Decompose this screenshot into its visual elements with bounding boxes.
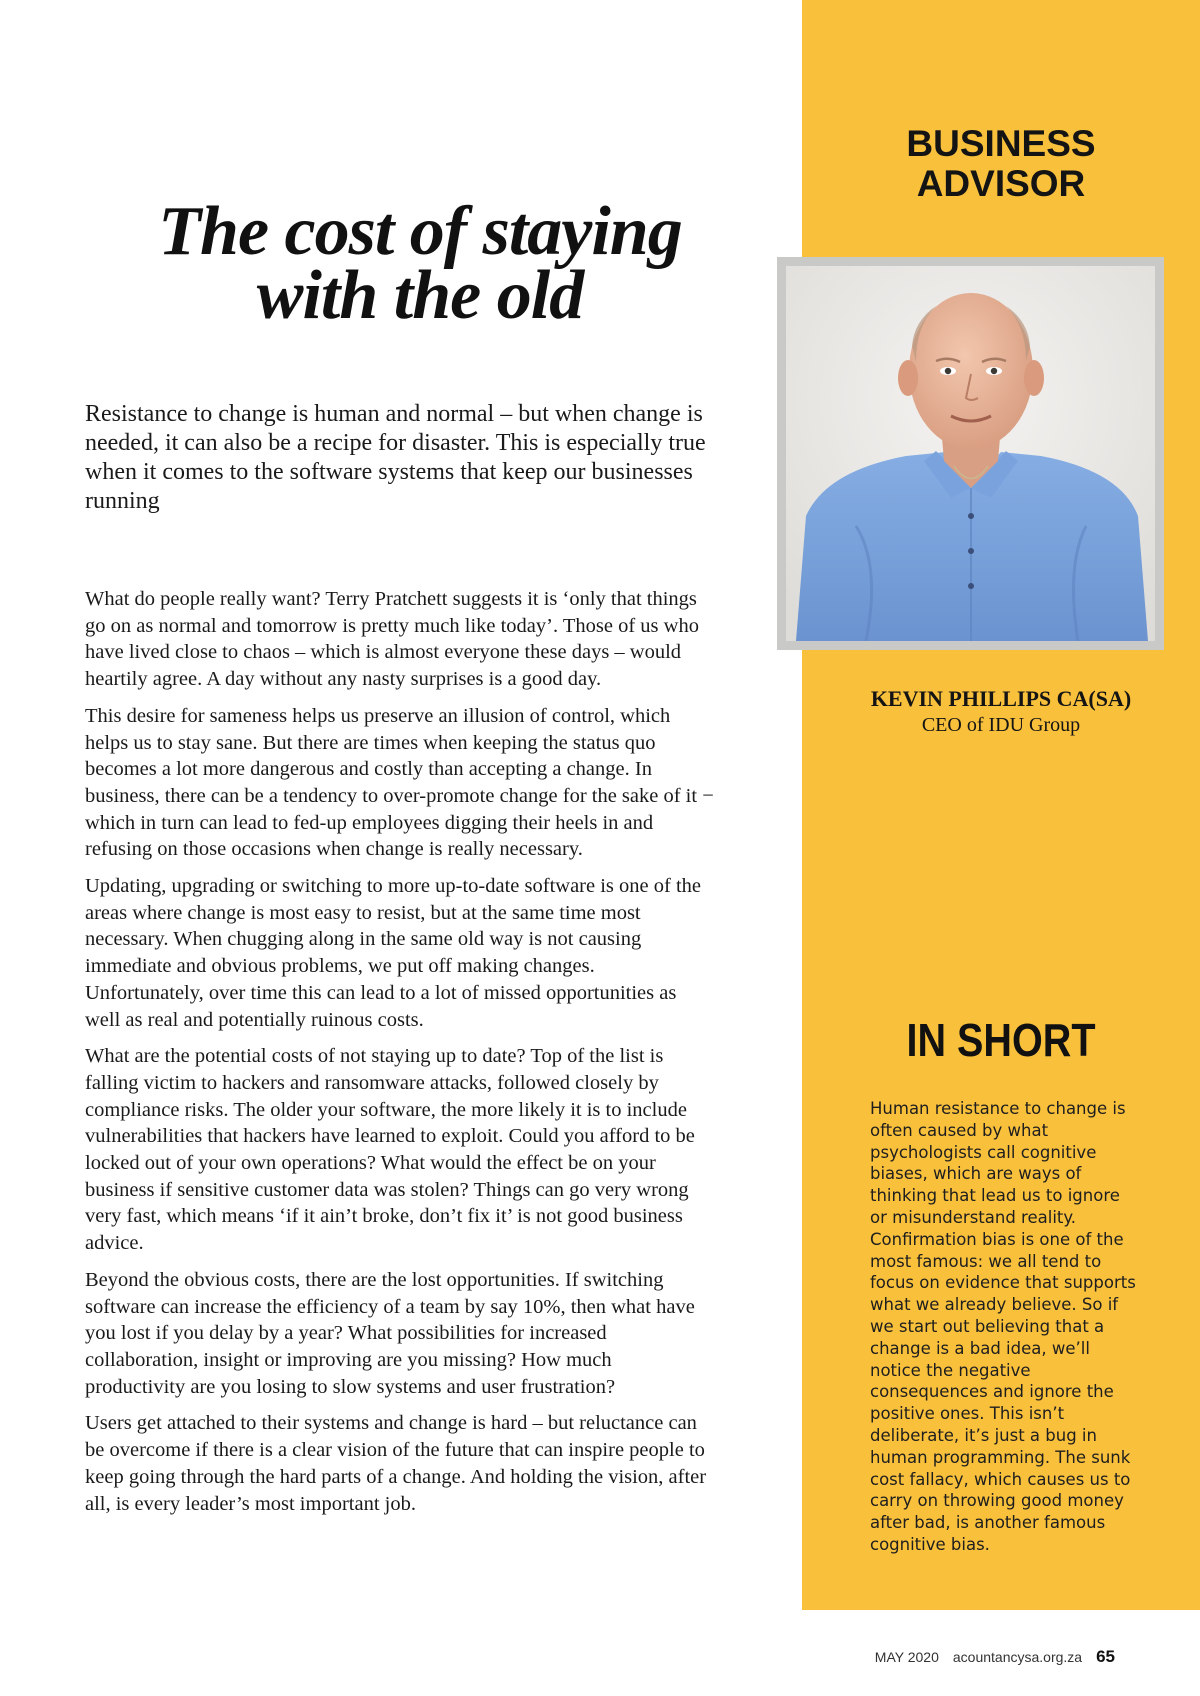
body-paragraph: Beyond the obvious costs, there are the lost opportunities. If switching software can increase the efficiency of a team by say 10%, then what have you lost if you delay by a year? What possibilities for increased collaboration, insight or improving are you missing? How much productivity are you losing to slow systems and user frustration? — [85, 1268, 695, 1398]
issue-date: MAY 2020 — [874, 1649, 939, 1665]
in-short-heading: IN SHORT — [906, 1014, 1096, 1066]
body-paragraph: Updating, upgrading or switching to more up-to-date software is one of the areas where change is most easy to resist, but at the same time most necessary. When chugging along in the same old way is not causing immediate and obvious problems, we put off making changes. Unfortunately, over time this can lead to a lot of missed opportunities as well as real and potentially ruinous costs. — [85, 875, 701, 1031]
section-label-line-1: BUSINESS — [906, 123, 1096, 164]
page-footer — [875, 1647, 1115, 1667]
title-line-2: with the old — [256, 257, 584, 334]
body-paragraph: Users get attached to their systems and change is hard – but reluctance can be overcome if there is a clear vision of the future that can inspire people to keep going through the hard parts of a change. And holding the vision, after all, is every leader’s most important job. — [85, 1412, 707, 1515]
article-title — [70, 193, 770, 334]
author-portrait — [777, 257, 1164, 650]
body-paragraph: This desire for sameness helps us preserve an illusion of control, which helps us to stay sane. But there are times when keeping the status quo becomes a lot more dangerous and costly than accepting a change. In business, there can be a tendency to over-promote change for the sake of it − which in turn can lead to fed-up employees digging their heels in and refusing on those occasions when change is really necessary. — [85, 704, 714, 861]
section-label-line-2: ADVISOR — [916, 163, 1086, 204]
website-link[interactable]: acountancysa.org.za — [952, 1649, 1083, 1665]
section-label — [802, 124, 1200, 204]
portrait-photo — [786, 266, 1155, 641]
body-paragraph: What are the potential costs of not staying up to date? Top of the list is falling victim to hackers and ransomware attacks, followed closely by compliance risks. The older your software, the more likely it is to include vulnerabilities that hackers have learned to exploit. Could you afford to be locked out of your own operations? What would the effect be on your business if sensitive customer data was stolen? Things can go very wrong very fast, which means ‘if it ain’t broke, don’t fix it’ is not good business advice. — [85, 1045, 695, 1255]
title-line-1: The cost of staying — [158, 193, 682, 270]
article-body — [85, 586, 715, 1527]
body-paragraph: What do people really want? Terry Pratchett suggests it is ‘only that things go on as normal and tomorrow is pretty much like today’. Those of us who have lived close to chaos – which is almost everyone these days – would heartily agree. A day without any nasty surprises is a good day. — [85, 588, 699, 691]
standfirst: Resistance to change is human and normal – but when change is needed, it can also be a recipe for disaster. This is especially true when it comes to the software systems that keep our businesses running — [85, 401, 706, 514]
page-number: 65 — [1096, 1647, 1115, 1666]
author-name: KEVIN PHILLIPS CA(SA) — [870, 686, 1132, 711]
author-role: CEO of IDU Group — [921, 714, 1081, 736]
in-short-text: Human resistance to change is often caused by what psychologists call cognitive biases, which are ways of thinking that lead us to ignore or misunderstand reality. Confirmation bias is one of the most famous: we all tend to focus on evidence that supports what we already believe. So if we start out believing that a change is a bad idea, we’ll notice the negative consequences and ignore the positive ones. This isn’t deliberate, it’s just a bug in human programming. The sunk cost fallacy, which causes us to carry on throwing good money after bad, is another famous cognitive bias. — [870, 1099, 1136, 1554]
